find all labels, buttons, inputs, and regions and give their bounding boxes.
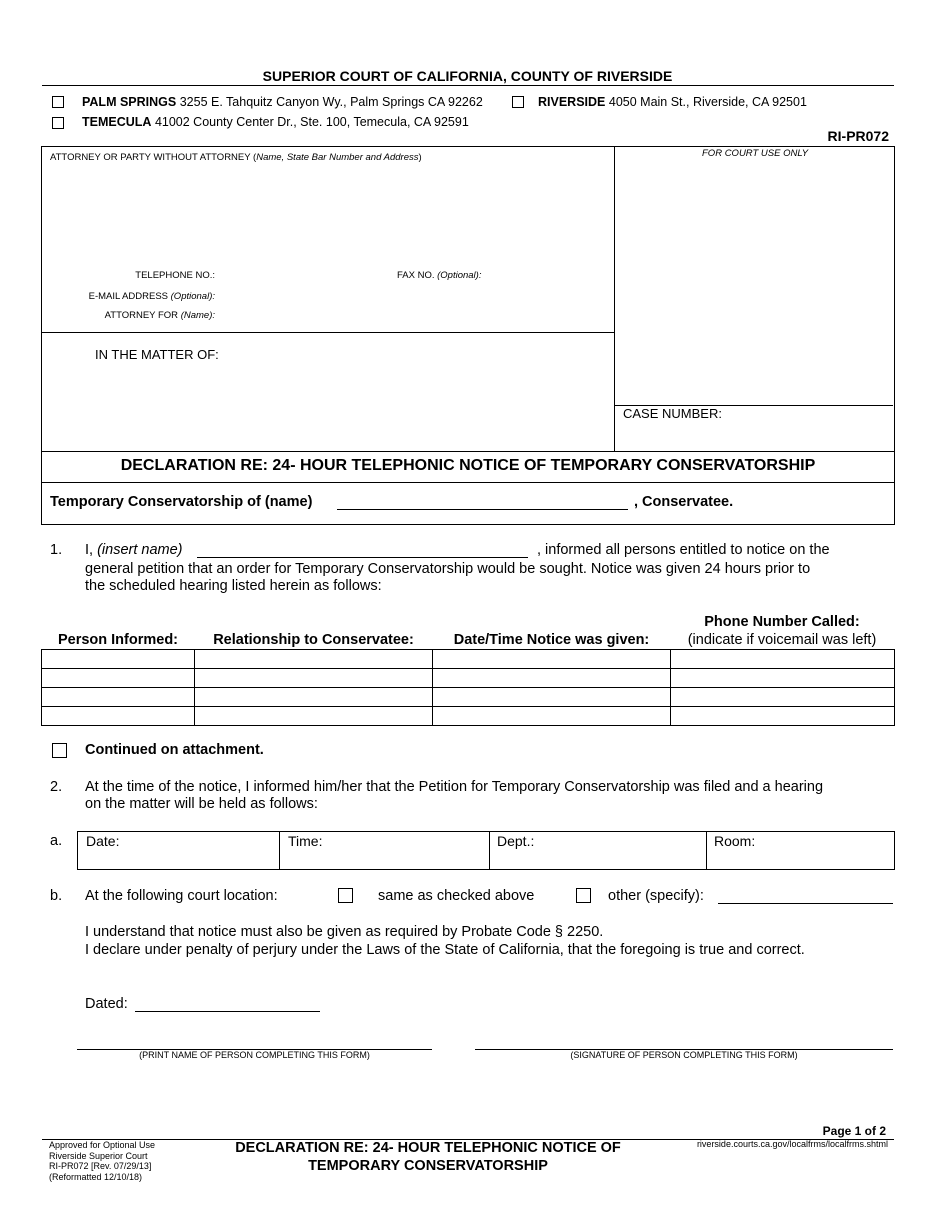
conservatee-name-blank[interactable] xyxy=(337,509,628,510)
page-number: Page 1 of 2 xyxy=(822,1124,886,1138)
item1-prefix xyxy=(85,542,183,558)
title-bottom-rule xyxy=(42,482,894,483)
form-title: DECLARATION RE: 24- HOUR TELEPHONIC NOTICE OF TEMPORARY CONSERVATORSHIP xyxy=(120,457,816,474)
temecula-address: 41002 County Center Dr., Ste. 100, Temecula, CA 92591 xyxy=(154,115,469,129)
header-person: Person Informed: xyxy=(57,632,179,648)
fax-optional: (Optional): xyxy=(437,270,482,281)
perjury-declaration: I declare under penalty of perjury under the Laws of the State of California, that the foregoing is true and correct. xyxy=(85,942,805,958)
attorney-label-start: ATTORNEY OR PARTY WITHOUT ATTORNEY ( xyxy=(50,152,257,163)
header-phone-note: (indicate if voicemail was left) xyxy=(687,632,877,648)
matter-label: IN THE MATTER OF: xyxy=(95,347,219,362)
case-number-label: CASE NUMBER: xyxy=(623,406,722,421)
item2-line1: At the time of the notice, I informed him/her that the Petition for Temporary Conservatorship was filed and a hearing xyxy=(85,779,824,795)
attorney-for-name: (Name): xyxy=(180,310,215,321)
notice-row-line xyxy=(42,687,894,688)
probate-code-notice: I understand that notice must also be given as required by Probate Code § 2250. xyxy=(85,924,604,940)
title-top-rule xyxy=(42,451,894,452)
item1-line2: general petition that an order for Temporary Conservatorship would be sought. Notice was given 24 hours prior to xyxy=(85,561,811,577)
temecula-checkbox[interactable] xyxy=(52,117,64,129)
palm-springs-name: PALM SPRINGS xyxy=(82,95,177,109)
item1-i: I, xyxy=(85,542,94,558)
continued-label: Continued on attachment. xyxy=(85,742,264,758)
other-location-blank[interactable] xyxy=(718,903,893,904)
header-datetime: Date/Time Notice was given: xyxy=(453,632,650,648)
other-location-label: other (specify): xyxy=(608,888,704,904)
item2-line2: on the matter will be held as follows: xyxy=(85,796,318,812)
hearing-box xyxy=(77,831,895,870)
notice-col-line xyxy=(194,649,195,725)
header-phone: Phone Number Called: xyxy=(704,614,860,630)
conservatee-suffix: , Conservatee. xyxy=(634,494,734,510)
item1-after-blank: , informed all persons entitled to notice on the xyxy=(537,542,830,558)
dated-blank[interactable] xyxy=(135,1011,320,1012)
notice-cell[interactable] xyxy=(434,651,669,667)
attorney-label-end: ) xyxy=(418,152,422,163)
email-label-text: E-MAIL ADDRESS xyxy=(88,291,168,302)
riverside-checkbox[interactable] xyxy=(512,96,524,108)
footer-title-line1: DECLARATION RE: 24- HOUR TELEPHONIC NOTICE OF xyxy=(235,1140,621,1156)
notice-cell[interactable] xyxy=(43,651,193,667)
same-location-checkbox[interactable] xyxy=(338,888,353,903)
palm-springs-checkbox[interactable] xyxy=(52,96,64,108)
other-location-checkbox[interactable] xyxy=(576,888,591,903)
notice-col-line xyxy=(432,649,433,725)
attorney-label-italic: Name, State Bar Number and Address xyxy=(256,152,419,163)
temp-cons-label: Temporary Conservatorship of (name) xyxy=(50,494,313,510)
telephone-label: TELEPHONE NO.: xyxy=(135,270,215,281)
footer-approval-line: Approved for Optional Use xyxy=(49,1140,156,1150)
footer-approval-line: RI-PR072 [Rev. 07/29/13] xyxy=(49,1161,152,1171)
hearing-time-label: Time: xyxy=(288,833,323,849)
item2-number: 2. xyxy=(50,779,63,795)
footer-approval xyxy=(49,1140,155,1182)
hearing-col-line xyxy=(489,831,490,869)
hearing-room-label: Room: xyxy=(714,833,756,849)
dated-label: Dated: xyxy=(85,996,128,1012)
attorney-label xyxy=(50,152,422,163)
court-use-label: FOR COURT USE ONLY xyxy=(702,148,809,159)
footer-approval-line: (Reformatted 12/10/18) xyxy=(49,1171,143,1182)
matter-rule xyxy=(42,332,614,333)
footer-title-line2: TEMPORARY CONSERVATORSHIP xyxy=(308,1158,548,1174)
email-label xyxy=(50,291,215,302)
temecula-location xyxy=(82,115,469,129)
declarant-name-blank[interactable] xyxy=(197,557,528,558)
hearing-date-label: Date: xyxy=(86,833,120,849)
attorney-for-label xyxy=(50,310,215,321)
item1-number: 1. xyxy=(50,542,63,558)
temecula-name: TEMECULA xyxy=(82,115,152,129)
notice-row-line xyxy=(42,668,894,669)
footer-approval-line: Riverside Superior Court xyxy=(49,1150,148,1161)
item1-insert-name: (insert name) xyxy=(97,542,183,558)
item-a-label: a. xyxy=(50,833,63,849)
form-number: RI-PR072 xyxy=(827,128,889,144)
court-title: SUPERIOR COURT OF CALIFORNIA, COUNTY OF RIVERSIDE xyxy=(262,68,673,84)
palm-springs-address: 3255 E. Tahquitz Canyon Wy., Palm Springs CA 92262 xyxy=(179,95,483,109)
hearing-dept-label: Dept.: xyxy=(497,833,535,849)
item1-line3: the scheduled hearing listed herein as follows: xyxy=(85,578,382,594)
palm-springs-location xyxy=(82,95,483,109)
notice-cell[interactable] xyxy=(672,651,892,667)
email-optional: (Optional): xyxy=(170,291,215,302)
court-location-label: At the following court location: xyxy=(85,888,278,904)
riverside-address: 4050 Main St., Riverside, CA 92501 xyxy=(608,95,807,109)
footer-url[interactable]: riverside.courts.ca.gov/localfrms/localfrms.shtml xyxy=(696,1139,888,1149)
riverside-location xyxy=(538,95,807,109)
signature-caption: (SIGNATURE OF PERSON COMPLETING THIS FORM) xyxy=(570,1050,798,1060)
fax-label-text: FAX NO. xyxy=(397,270,435,281)
riverside-name: RIVERSIDE xyxy=(538,95,606,109)
hearing-col-line xyxy=(279,831,280,869)
print-name-caption: (PRINT NAME OF PERSON COMPLETING THIS FORM) xyxy=(139,1050,370,1060)
header-relationship: Relationship to Conservatee: xyxy=(213,632,414,648)
same-location-label: same as checked above xyxy=(378,888,535,904)
notice-col-line xyxy=(670,649,671,725)
notice-row-line xyxy=(42,706,894,707)
header-rule xyxy=(42,85,894,86)
attorney-for-text: ATTORNEY FOR xyxy=(104,310,179,321)
fax-label xyxy=(397,270,481,281)
item-b-label: b. xyxy=(50,888,63,904)
notice-cell[interactable] xyxy=(196,651,431,667)
continued-checkbox[interactable] xyxy=(52,743,67,758)
hearing-col-line xyxy=(706,831,707,869)
